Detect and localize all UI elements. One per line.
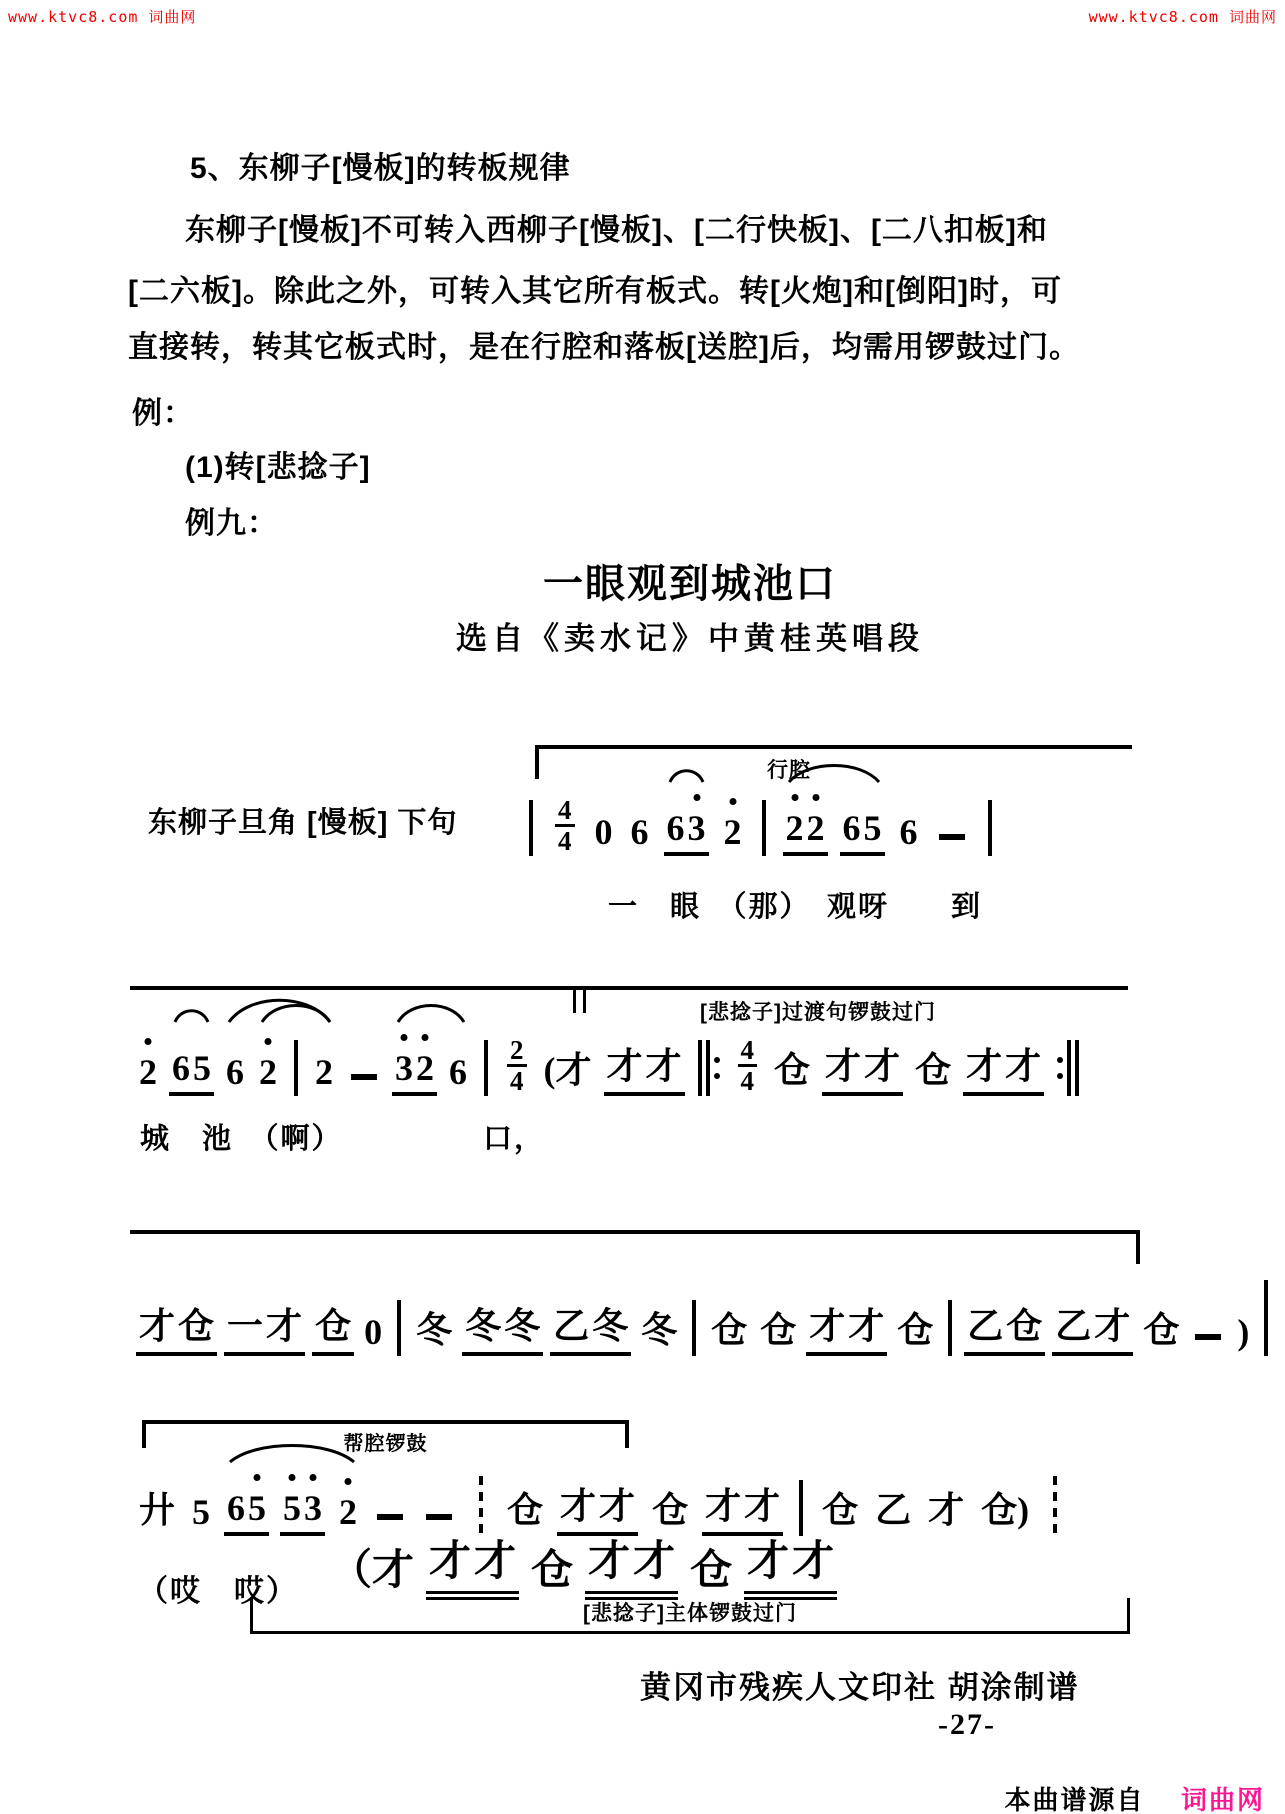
note-group (327, 1537, 417, 1600)
note-group (136, 1482, 178, 1536)
note-group (223, 1051, 247, 1096)
barline (484, 1040, 488, 1096)
note: 3 (395, 1047, 413, 1088)
bracket-tick (573, 987, 576, 1013)
note: ) (1237, 1312, 1250, 1352)
slur-arc (260, 1000, 332, 1028)
note: 6 (227, 1488, 246, 1528)
barline (948, 1300, 952, 1356)
note: 2 (315, 1051, 333, 1092)
note-group (840, 807, 885, 856)
example-number: 例九： (185, 507, 278, 540)
note: 仓 (531, 1548, 574, 1594)
barline (988, 800, 992, 856)
note: 仓 (690, 1548, 733, 1594)
xingqiang-bracket (535, 745, 1132, 782)
note: 2 (416, 1047, 434, 1088)
note-group (963, 1038, 1044, 1096)
note: 才 (1094, 1306, 1131, 1346)
transition-gong-label: [悲捻子]过渡句锣鼓过门 (700, 1001, 936, 1024)
main-gong-label: [悲捻子]主体锣鼓过门 (583, 1602, 797, 1625)
note: 冬 (641, 1310, 678, 1350)
note: 才 (705, 1486, 742, 1526)
note: 才 (645, 1045, 682, 1086)
note: 才 (747, 1539, 790, 1585)
note: 2 (806, 807, 825, 848)
note-group (978, 1482, 1032, 1536)
note: 才 (848, 1306, 885, 1346)
note: 仓 (652, 1490, 689, 1530)
barline (529, 800, 533, 856)
note-group (894, 1302, 936, 1356)
note: 乙 (967, 1306, 1004, 1346)
song-title: 一眼观到城池口 (543, 562, 837, 606)
notation-row-1 (524, 796, 997, 856)
paragraph-line: [二六板]。除此之外，可转入其它所有板式。转[火炮]和[倒阳]时，可 (128, 275, 1062, 308)
main-gong-bracket (250, 1598, 1130, 1634)
dash-note (377, 1514, 403, 1520)
barline (762, 800, 766, 856)
site-watermark-top-left: www.ktvc8.com 词曲网 (8, 8, 197, 26)
note-group (806, 1298, 887, 1356)
note: 才 (966, 1045, 1003, 1086)
note: 6 (172, 1047, 190, 1088)
time-signature: 4 4 (738, 1036, 758, 1096)
slur-arc (227, 993, 332, 1028)
note-group (964, 1298, 1045, 1356)
note-group (136, 1051, 160, 1096)
note-group (256, 1051, 280, 1096)
note: 才 (864, 1045, 901, 1086)
note: 5 (283, 1488, 302, 1528)
note: 仓 (315, 1306, 352, 1346)
time-signature: 4 4 (555, 796, 575, 856)
time-signature: 2 4 (507, 1036, 527, 1096)
dash-note (351, 1074, 377, 1080)
note: 冬 (504, 1306, 541, 1346)
bangqiang-label: 帮腔锣鼓 (343, 1433, 428, 1455)
note: 冬 (592, 1306, 629, 1346)
note: 仓 (711, 1310, 748, 1350)
slur-arc (173, 1007, 210, 1028)
note-group (224, 1487, 269, 1536)
interjection-lyrics: （哎 哎） (138, 1575, 298, 1608)
note: 才 (792, 1539, 835, 1585)
note: 仓) (981, 1490, 1030, 1530)
note: 才 (474, 1539, 517, 1585)
note: 仓 (507, 1490, 544, 1530)
note: 2 (723, 811, 742, 852)
notation-row-2 (136, 1036, 1083, 1096)
note: 仓 (1006, 1306, 1043, 1346)
note-group (528, 1537, 576, 1600)
note: 才 (139, 1306, 176, 1346)
note-group (757, 1302, 799, 1356)
slur-arc (396, 1000, 466, 1028)
note: 才 (633, 1539, 676, 1585)
note: 才 (599, 1486, 636, 1526)
note-group (462, 1298, 543, 1356)
system3-top-line (130, 1230, 1140, 1264)
note: （才 (330, 1548, 415, 1594)
note-group (392, 1047, 437, 1096)
note-group (1052, 1298, 1133, 1356)
repeat-sign-close (1057, 1040, 1079, 1096)
system1-left-label: 东柳子旦角 [慢板] 下句 (148, 807, 458, 839)
note: 廾 (139, 1490, 176, 1530)
dashed-barline (1053, 1476, 1057, 1536)
note: (才 (543, 1049, 592, 1090)
note-group (638, 1302, 680, 1356)
song-subtitle: 选自《卖水记》中黄桂英唱段 (456, 621, 924, 656)
note: 才 (825, 1045, 862, 1086)
note-group (280, 1487, 325, 1536)
note-group (550, 1298, 631, 1356)
note: 5 (192, 1492, 211, 1532)
note: 才 (809, 1306, 846, 1346)
note: 0 (594, 811, 613, 852)
dash-note (1195, 1334, 1221, 1340)
note: 才 (588, 1539, 631, 1585)
note-group (541, 1042, 595, 1096)
note: 才 (429, 1539, 472, 1585)
note: 一 (227, 1306, 264, 1346)
note-group (312, 1051, 336, 1096)
note: 乙 (875, 1490, 912, 1530)
note-group (189, 1491, 213, 1536)
bracket-tick (583, 987, 586, 1013)
note-group (771, 1042, 813, 1096)
note-group (687, 1537, 735, 1600)
note: 才 (1005, 1045, 1042, 1086)
example-intro: 例： (132, 397, 194, 430)
notation-row-4c (327, 1528, 837, 1600)
page-number: -27- (938, 1708, 996, 1741)
note-group (312, 1298, 354, 1356)
note-group (1140, 1302, 1182, 1356)
note: 冬 (465, 1306, 502, 1346)
note-group (721, 811, 745, 856)
notation-row-3 (136, 1280, 1273, 1356)
note-group (169, 1047, 214, 1096)
paragraph-line: 东柳子[慢板]不可转入西柳子[慢板]、[二行快板]、[二八扣板]和 (185, 214, 1048, 247)
bangqiang-bracket (142, 1420, 629, 1455)
section-heading: 5、东柳子[慢板]的转板规律 (190, 152, 571, 185)
note-group (413, 1302, 455, 1356)
barline (1264, 1280, 1268, 1356)
notation-row-4 (136, 1476, 1067, 1536)
note: 6 (666, 807, 685, 848)
example-item: (1)转[悲捻子] (185, 451, 371, 484)
note-group (783, 807, 828, 856)
note-group (897, 811, 921, 856)
barline (294, 1040, 298, 1096)
lyrics-line-2: 城 池 （啊） 口， (140, 1123, 546, 1155)
note: 仓 (915, 1049, 952, 1090)
publisher-credit: 黄冈市残疾人文印社 胡涂制谱 (640, 1670, 1080, 1705)
note: 5 (193, 1047, 211, 1088)
note: 才 (606, 1045, 643, 1086)
barline (692, 1300, 696, 1356)
note: 5 (863, 807, 882, 848)
dash-note (426, 1514, 452, 1520)
dash-note (939, 834, 965, 840)
note-group (744, 1528, 837, 1600)
note-group (912, 1042, 954, 1096)
note: 3 (687, 807, 706, 848)
note: 2 (139, 1051, 157, 1092)
dashed-barline (479, 1476, 483, 1536)
note: 才 (266, 1306, 303, 1346)
repeat-sign-open (698, 1040, 720, 1096)
xingqiang-label: 行腔 (767, 759, 811, 782)
system2-top-line (130, 986, 1128, 990)
source-prefix: 本曲谱源自 (1004, 1785, 1145, 1814)
note: 6 (226, 1051, 244, 1092)
note-group (446, 1051, 470, 1096)
barline (397, 1300, 401, 1356)
note-group (426, 1528, 519, 1600)
note-group (925, 1482, 967, 1536)
note: 5 (248, 1488, 267, 1528)
note-group (604, 1038, 685, 1096)
note: 2 (785, 807, 804, 848)
paragraph-line: 直接转，转其它板式时，是在行腔和落板[送腔]后，均需用锣鼓过门。 (128, 331, 1080, 364)
note-group (664, 807, 709, 856)
note-group (1234, 1311, 1252, 1356)
source-site-link[interactable]: 词曲网 (1180, 1785, 1265, 1814)
note: 仓 (760, 1310, 797, 1350)
source-footer (1005, 1780, 1266, 1814)
note: 仓 (774, 1049, 811, 1090)
note-group (628, 811, 652, 856)
note: 6 (449, 1051, 467, 1092)
site-watermark-top-right: www.ktvc8.com 词曲网 (1088, 8, 1277, 26)
note-group (585, 1528, 678, 1600)
note: 仓 (178, 1306, 215, 1346)
note: 6 (630, 811, 649, 852)
note: 才 (928, 1490, 965, 1530)
note: 3 (304, 1488, 323, 1528)
note-group (136, 1298, 217, 1356)
note: 2 (259, 1051, 277, 1092)
note-group (872, 1482, 914, 1536)
note: 冬 (416, 1310, 453, 1350)
note-group (708, 1302, 750, 1356)
note: 乙 (1055, 1306, 1092, 1346)
note: 仓 (897, 1310, 934, 1350)
note: 乙 (553, 1306, 590, 1346)
note-group (361, 1311, 385, 1356)
note: 仓 (1143, 1310, 1180, 1350)
note: 仓 (822, 1490, 859, 1530)
lyrics-line-1: 一 眼 （那） 观呀 到 (608, 891, 983, 923)
note-group (224, 1298, 305, 1356)
note-group (822, 1038, 903, 1096)
note-group (592, 811, 616, 856)
note: 才 (744, 1486, 781, 1526)
note: 6 (842, 807, 861, 848)
note: 2 (339, 1492, 358, 1532)
note: 6 (899, 811, 918, 852)
note: 才 (560, 1486, 597, 1526)
note: 0 (364, 1312, 383, 1352)
